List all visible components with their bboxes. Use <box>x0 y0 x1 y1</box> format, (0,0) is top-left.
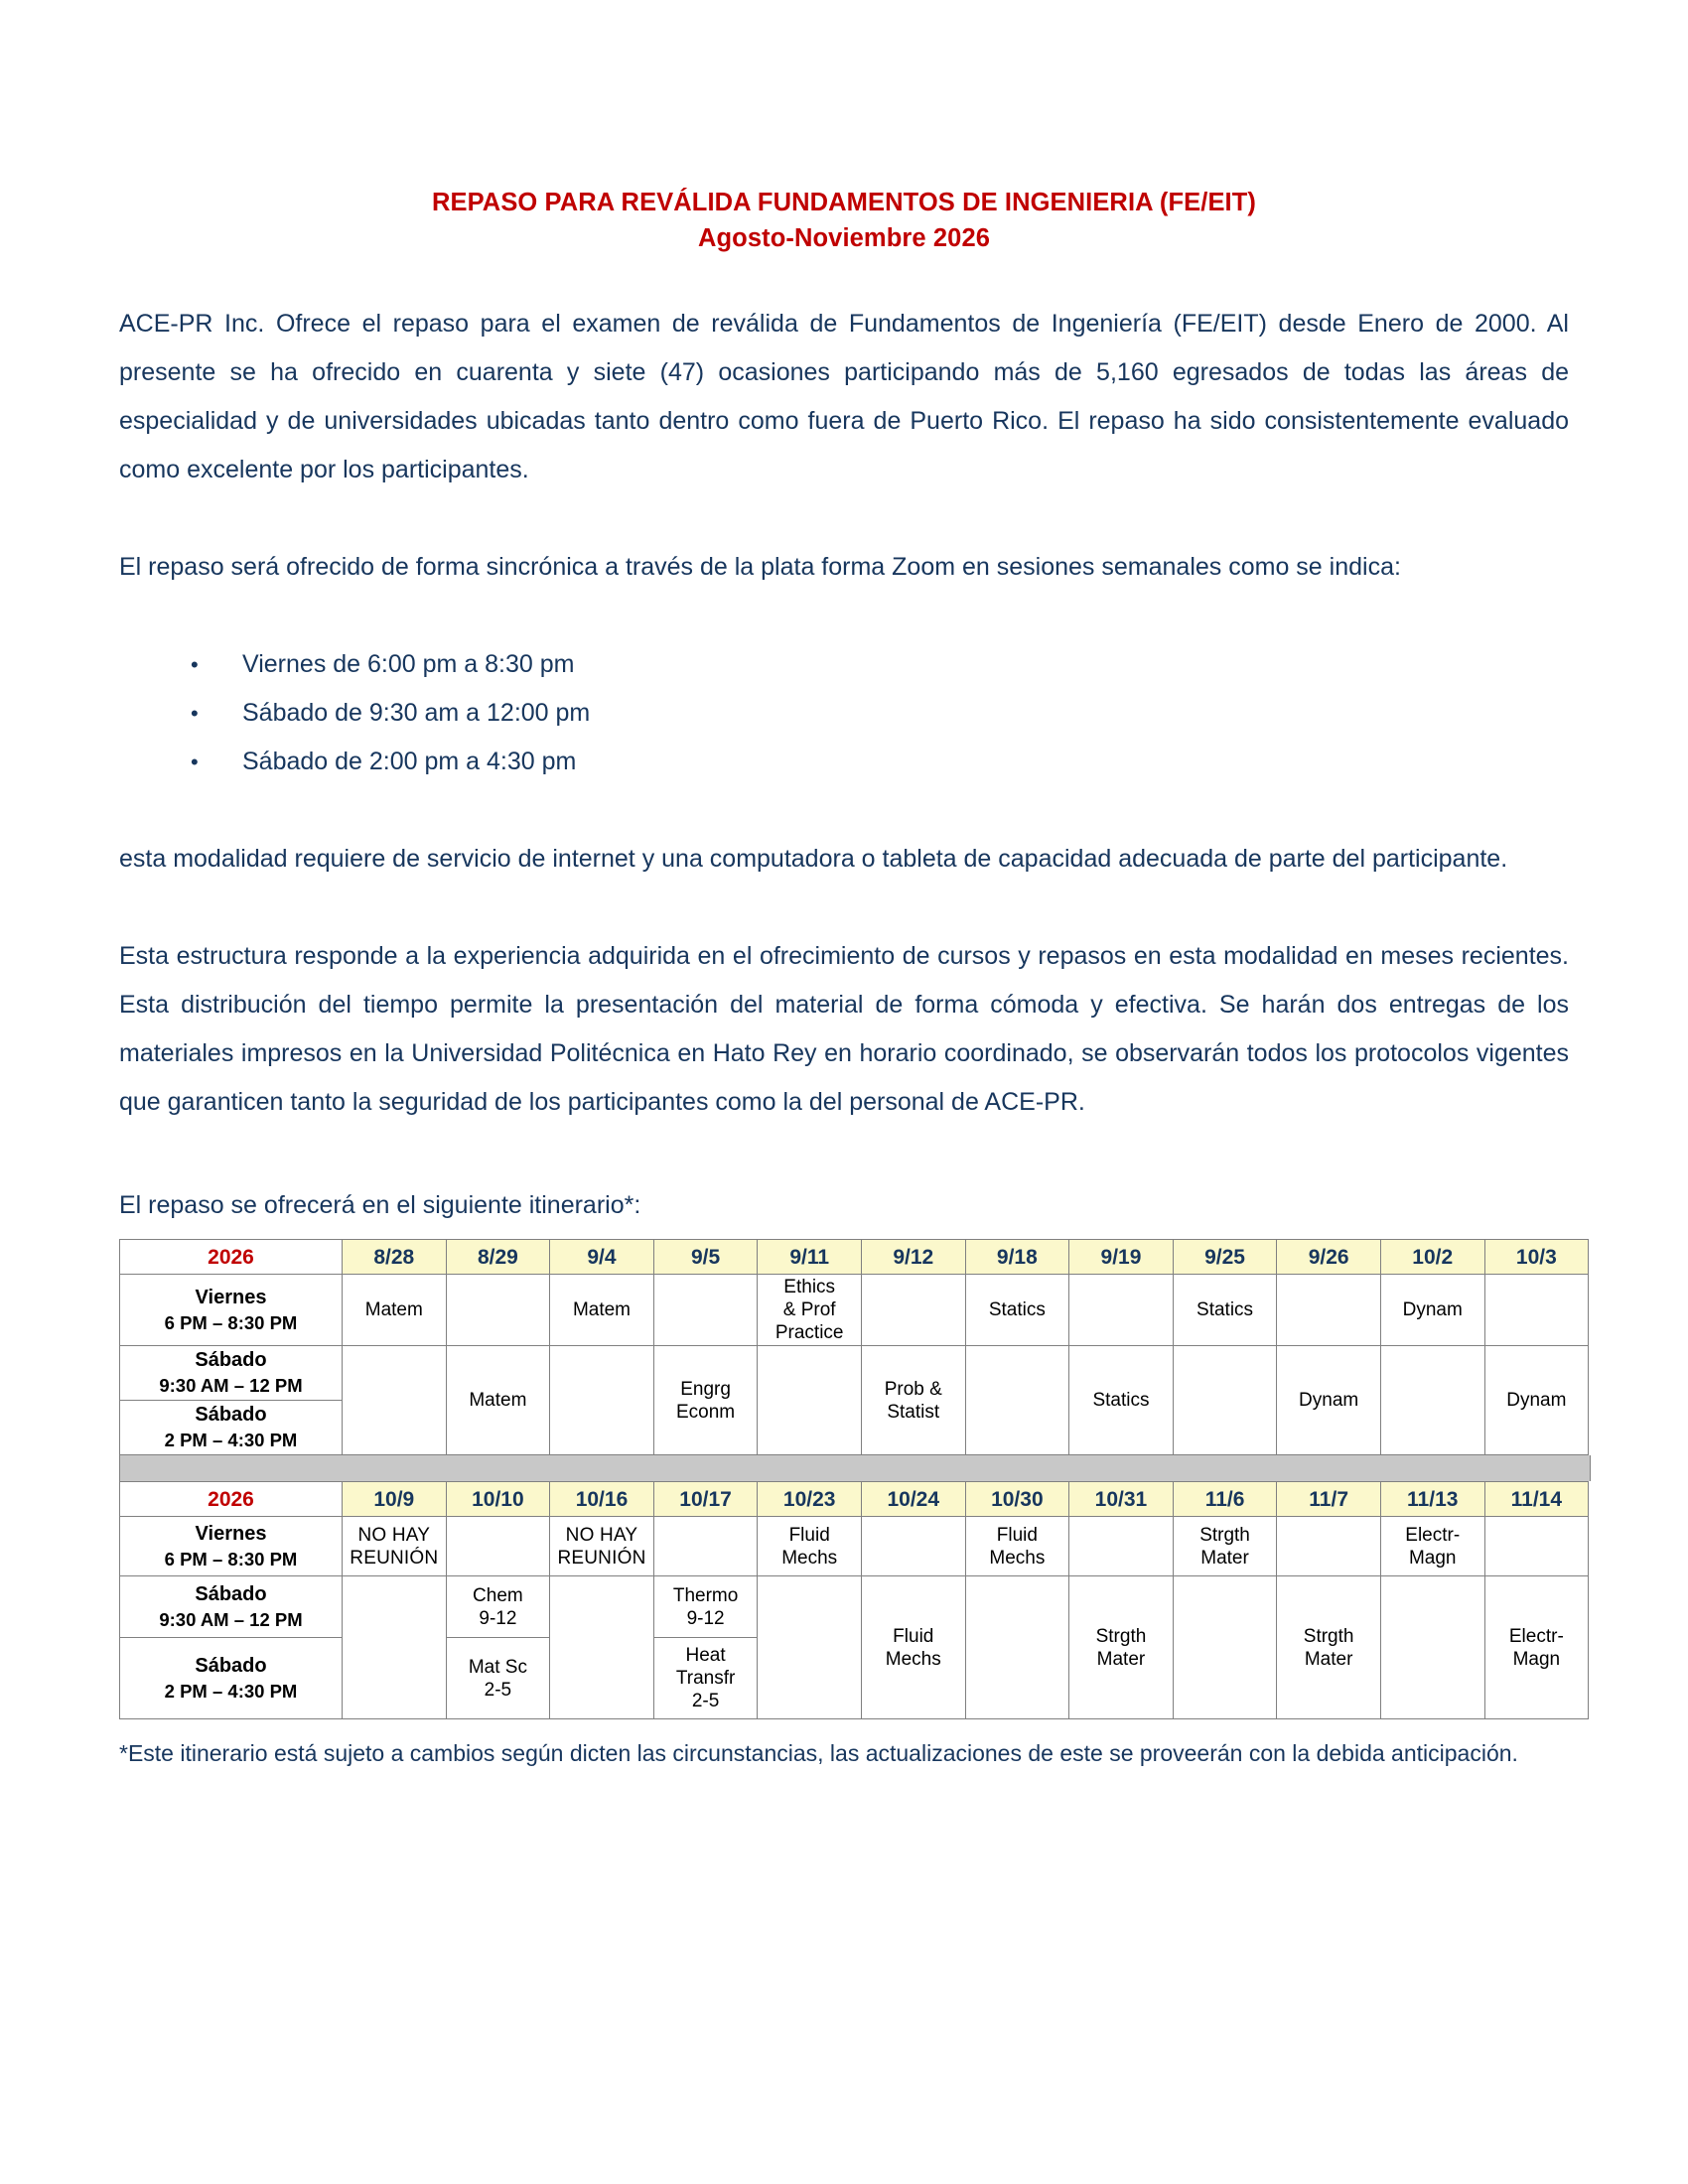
saturday-time-label: 2 PM – 4:30 PM <box>164 1430 298 1450</box>
date-header: 9/25 <box>1173 1240 1277 1275</box>
date-header: 10/17 <box>653 1482 758 1517</box>
friday-row-label <box>120 1517 343 1576</box>
date-header: 9/4 <box>550 1240 654 1275</box>
session-bullet-item: • Sábado de 9:30 am a 12:00 pm <box>119 689 1569 738</box>
friday-row <box>120 1517 1589 1576</box>
saturday-day-label: Sábado <box>195 1654 267 1677</box>
document-title <box>119 0 1569 256</box>
schedule-cell <box>861 1517 965 1576</box>
date-header: 9/12 <box>861 1240 965 1275</box>
schedule-cell <box>1484 1517 1589 1576</box>
friday-day-label: Viernes <box>195 1522 267 1545</box>
date-header: 11/6 <box>1173 1482 1277 1517</box>
schedule-table-2 <box>119 1481 1589 1719</box>
itinerary-intro: El repaso se ofrecerá en el siguiente itinerario*: <box>119 1191 641 1219</box>
date-header: 8/28 <box>343 1240 447 1275</box>
saturday-morning-label <box>120 1576 343 1638</box>
schedule-cell: Heat Transfr 2-5 <box>653 1638 758 1719</box>
date-header: 11/14 <box>1484 1482 1589 1517</box>
schedule-cell <box>1069 1275 1174 1346</box>
date-header: 10/10 <box>446 1482 550 1517</box>
paragraph-structure: Esta estructura responde a la experiencia adquirida en el ofrecimiento de cursos y repasos en esta modalidad en meses recientes. Esta distribución del tiempo permite la presentación del material de forma cómoda y efectiva. Se harán dos entregas de los materiales impresos en la Universidad Politécnica en Hato Rey en horario coordinado, se observarán todos los protocolos vigentes que garanticen tanto la seguridad de los participantes como la del personal de ACE-PR. <box>119 942 1569 1116</box>
schedule-cell: Electr- Magn <box>1484 1576 1589 1719</box>
paragraph-gap <box>119 786 1569 835</box>
date-header: 11/7 <box>1277 1482 1381 1517</box>
schedule-cell <box>446 1275 550 1346</box>
schedule-cell: Electr- Magn <box>1380 1517 1484 1576</box>
saturday-time-label: 9:30 AM – 12 PM <box>159 1608 303 1630</box>
saturday-morning-row <box>120 1346 1589 1401</box>
schedule-cell <box>550 1576 654 1719</box>
paragraph-modality: El repaso será ofrecido de forma sincrónica a través de la plata forma Zoom en sesiones semanales como se indica: <box>119 553 1401 581</box>
schedule-cell: Matem <box>343 1275 447 1346</box>
year-header: 2026 <box>120 1240 343 1275</box>
schedule-cell: Mat Sc 2-5 <box>446 1638 550 1719</box>
date-header: 9/26 <box>1277 1240 1381 1275</box>
friday-time-label: 6 PM – 8:30 PM <box>164 1548 298 1570</box>
schedule-cell <box>1484 1275 1589 1346</box>
schedule-cell: Strgth Mater <box>1277 1576 1381 1719</box>
schedule-cell <box>758 1346 862 1455</box>
date-header: 10/30 <box>965 1482 1069 1517</box>
title-line-2: Agosto-Noviembre 2026 <box>697 224 991 252</box>
schedule-cell: Strgth Mater <box>1173 1517 1277 1576</box>
schedule-cell: Prob & Statist <box>861 1346 965 1455</box>
schedule-cell <box>1380 1576 1484 1719</box>
friday-row <box>120 1275 1589 1346</box>
schedule-cell: Fluid Mechs <box>758 1517 862 1576</box>
saturday-afternoon-label <box>120 1638 343 1719</box>
session-bullet-item: • Sábado de 2:00 pm a 4:30 pm <box>119 738 1569 786</box>
paragraph-gap <box>119 884 1569 932</box>
date-header: 10/23 <box>758 1482 862 1517</box>
schedule-cell: Ethics & Prof Practice <box>758 1275 862 1346</box>
schedule-cell: Thermo 9-12 <box>653 1576 758 1638</box>
schedule-cell <box>965 1346 1069 1455</box>
schedule-cell <box>653 1275 758 1346</box>
saturday-morning-row <box>120 1576 1589 1638</box>
schedule-cell: Matem <box>446 1346 550 1455</box>
schedule-cell <box>758 1576 862 1719</box>
schedule-cell: Dynam <box>1484 1346 1589 1455</box>
schedule-cell: Dynam <box>1380 1275 1484 1346</box>
date-header: 9/5 <box>653 1240 758 1275</box>
paragraph-requirement: esta modalidad requiere de servicio de internet y una computadora o tableta de capacidad adecuada de parte del participante. <box>119 845 1508 873</box>
date-header: 10/3 <box>1484 1240 1589 1275</box>
date-header: 10/9 <box>343 1482 447 1517</box>
schedule-cell <box>550 1346 654 1455</box>
table-separator-band <box>119 1455 1591 1481</box>
date-header: 10/2 <box>1380 1240 1484 1275</box>
friday-day-label: Viernes <box>195 1286 267 1308</box>
date-header: 9/11 <box>758 1240 862 1275</box>
schedule-cell: Dynam <box>1277 1346 1381 1455</box>
schedule-cell <box>1277 1275 1381 1346</box>
friday-time-label: 6 PM – 8:30 PM <box>164 1311 298 1333</box>
date-header: 11/13 <box>1380 1482 1484 1517</box>
paragraph-gap <box>119 494 1569 543</box>
date-header: 8/29 <box>446 1240 550 1275</box>
date-header: 10/31 <box>1069 1482 1174 1517</box>
schedule-table-1 <box>119 1239 1589 1455</box>
saturday-time-label: 9:30 AM – 12 PM <box>159 1375 303 1396</box>
paragraph-gap <box>119 592 1569 640</box>
date-header: 9/19 <box>1069 1240 1174 1275</box>
title-line-1: REPASO PARA REVÁLIDA FUNDAMENTOS DE INGENIERIA (FE/EIT) <box>431 189 1257 216</box>
itinerary-footnote: *Este itinerario está sujeto a cambios según dicten las circunstancias, las actualizaciones de este se proveerán con la debida anticipación. <box>119 1740 1518 1766</box>
session-bullet-item: • Viernes de 6:00 pm a 8:30 pm <box>119 640 1569 689</box>
friday-row-label <box>120 1275 343 1346</box>
saturday-morning-label <box>120 1346 343 1401</box>
date-header: 9/18 <box>965 1240 1069 1275</box>
paragraph-intro: ACE-PR Inc. Ofrece el repaso para el examen de reválida de Fundamentos de Ingeniería (FE/EIT) desde Enero de 2000. Al presente se ha ofrecido en cuarenta y siete (47) ocasiones participando más de 5,160 egresados de todas las áreas de especialidad y de universidades ubicadas tanto dentro como fuera de Puerto Rico. El repaso ha sido consistentemente evaluado como excelente por los participantes. <box>119 310 1569 483</box>
schedule-header-row <box>120 1482 1589 1517</box>
paragraph-gap <box>119 1127 1569 1175</box>
schedule-cell: Statics <box>1173 1275 1277 1346</box>
schedule-cell <box>1173 1346 1277 1455</box>
schedule-cell <box>343 1576 447 1719</box>
schedule-cell <box>653 1517 758 1576</box>
saturday-day-label: Sábado <box>195 1404 267 1426</box>
saturday-time-label: 2 PM – 4:30 PM <box>164 1680 298 1702</box>
schedule-cell: Engrg Econm <box>653 1346 758 1455</box>
date-header: 10/16 <box>550 1482 654 1517</box>
schedule-cell: Chem 9-12 <box>446 1576 550 1638</box>
schedule-cell: Fluid Mechs <box>965 1517 1069 1576</box>
schedule-cell <box>343 1346 447 1455</box>
schedule-cell <box>1069 1517 1174 1576</box>
schedule-cell: Statics <box>1069 1346 1174 1455</box>
schedule-cell: Matem <box>550 1275 654 1346</box>
saturday-day-label: Sábado <box>195 1582 267 1605</box>
saturday-afternoon-label <box>120 1401 343 1455</box>
saturday-day-label: Sábado <box>195 1349 267 1371</box>
schedule-header-row <box>120 1240 1589 1275</box>
schedule-cell <box>861 1275 965 1346</box>
schedule-cell: NO HAY REUNIÓN <box>343 1517 447 1576</box>
schedule-cell: Strgth Mater <box>1069 1576 1174 1719</box>
schedule-cell <box>1380 1346 1484 1455</box>
date-header: 10/24 <box>861 1482 965 1517</box>
schedule-cell <box>446 1517 550 1576</box>
schedule-cell: Fluid Mechs <box>861 1576 965 1719</box>
schedule-cell: Statics <box>965 1275 1069 1346</box>
schedule-cell <box>1173 1576 1277 1719</box>
schedule-cell: NO HAY REUNIÓN <box>550 1517 654 1576</box>
session-schedule-list <box>119 640 1569 786</box>
schedule-cell <box>1277 1517 1381 1576</box>
year-header: 2026 <box>120 1482 343 1517</box>
schedule-cell <box>965 1576 1069 1719</box>
